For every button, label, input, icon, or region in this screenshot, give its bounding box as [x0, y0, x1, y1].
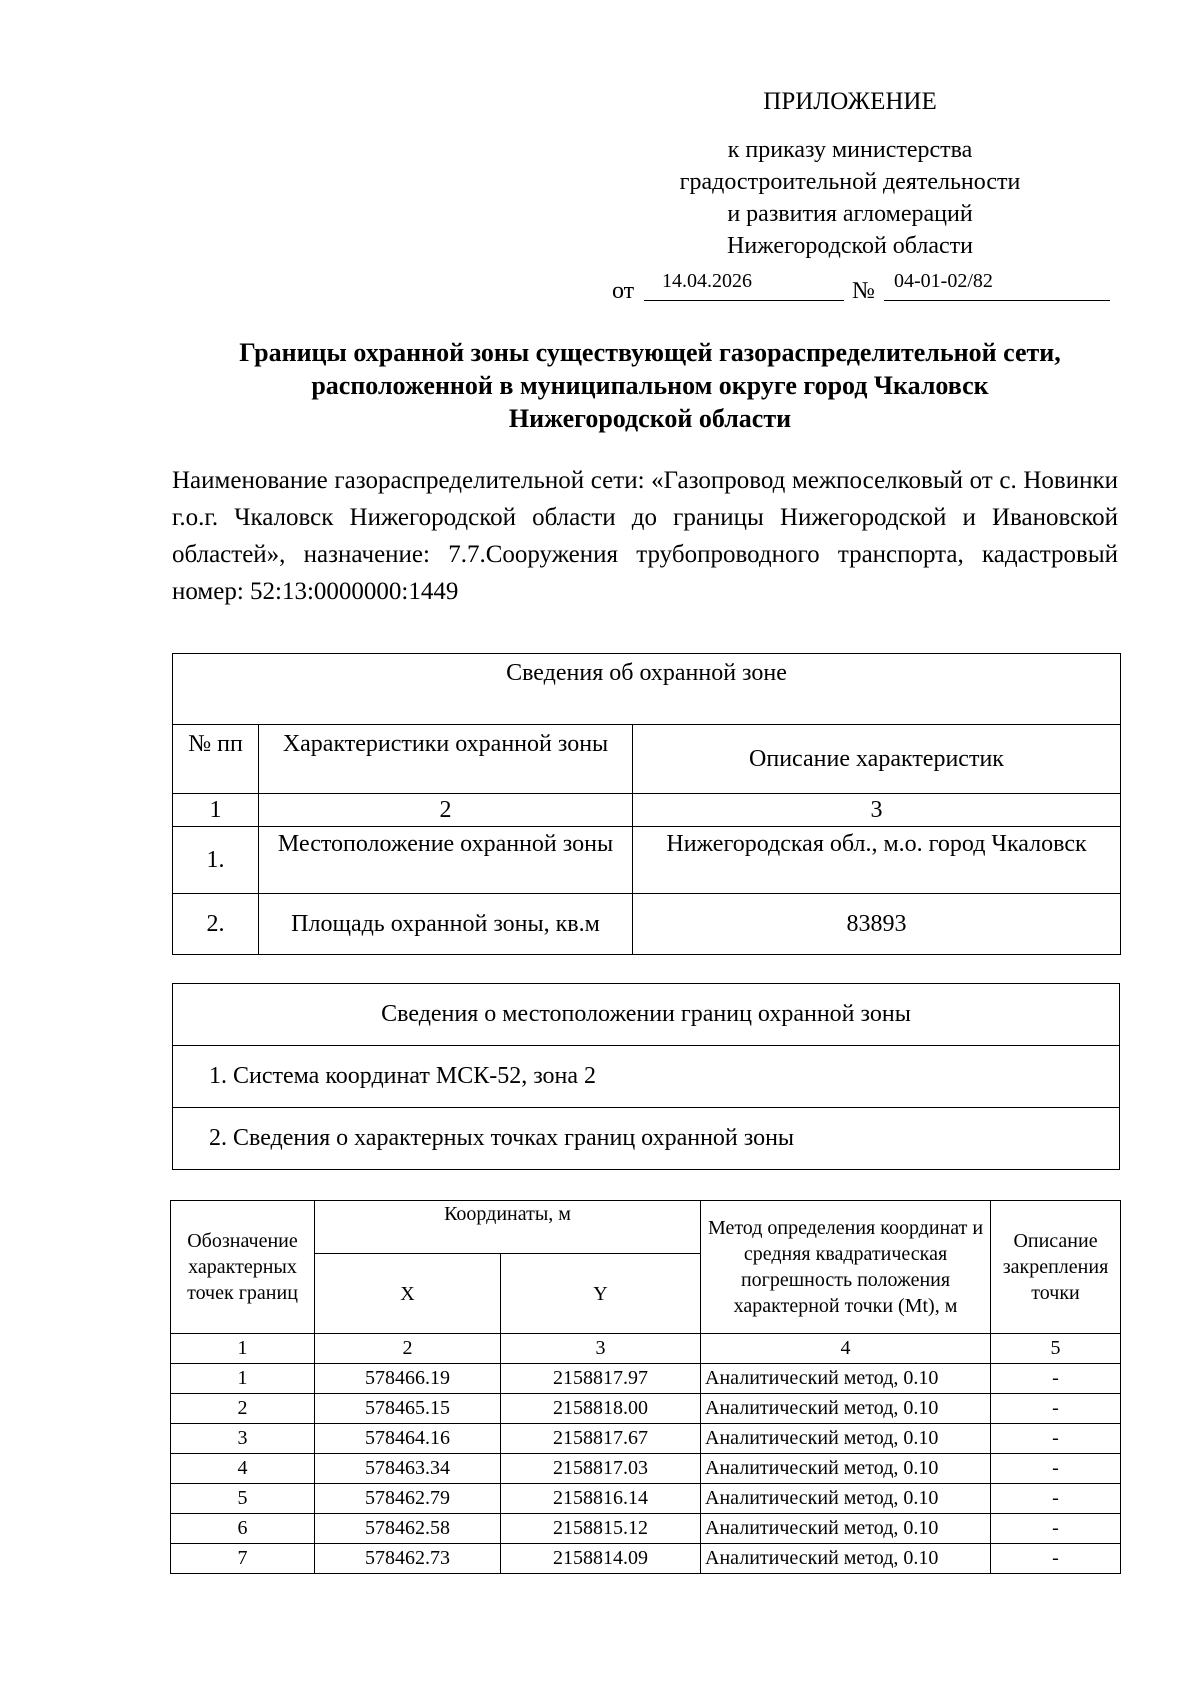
point-desc: -: [991, 1544, 1121, 1574]
col-number-cell: 3: [633, 794, 1121, 827]
appendix-line: и развития агломераций: [727, 201, 973, 227]
appendix-title: ПРИЛОЖЕНИЕ: [763, 88, 937, 115]
point-id: 3: [171, 1424, 315, 1454]
table-caption-row: [173, 984, 1120, 1046]
point-method: Аналитический метод, 0.10: [701, 1364, 991, 1394]
list-item: [173, 1046, 1120, 1108]
number-label: №: [852, 278, 875, 304]
point-y: 2158814.09: [501, 1544, 701, 1574]
column-number-row: [171, 1334, 1121, 1364]
order-number: 04-01-02/82: [894, 270, 993, 292]
list-item: [173, 1108, 1120, 1170]
point-method: Аналитический метод, 0.10: [701, 1514, 991, 1544]
header-cell: Координаты, м: [315, 1201, 701, 1254]
point-y: 2158818.00: [501, 1394, 701, 1424]
boundary-item: 1. Система координат МСК-52, зона 2: [173, 1046, 1120, 1108]
header-cell: Метод определения координат и средняя квадратическая погрешность положения характерной точки (Mt), м: [701, 1201, 991, 1334]
zone-info-table: [172, 653, 1121, 955]
appendix-header: [600, 88, 1100, 262]
header-cell: X: [315, 1254, 501, 1334]
header-cell: № пп: [173, 725, 259, 794]
table-cell: Нижегородская обл., м.о. город Чкаловск: [633, 827, 1121, 894]
table-row: [171, 1424, 1121, 1454]
boundary-info-table: [172, 983, 1120, 1170]
table-row: [171, 1484, 1121, 1514]
point-y: 2158817.97: [501, 1364, 701, 1394]
col-number-cell: 1: [171, 1334, 315, 1364]
boundary-item: 2. Сведения о характерных точках границ охранной зоны: [173, 1108, 1120, 1170]
point-id: 1: [171, 1364, 315, 1394]
table-caption-row: [173, 654, 1121, 725]
header-cell: Описание характеристик: [633, 725, 1121, 794]
header-cell: Обозначение характерных точек границ: [171, 1201, 315, 1334]
col-number-cell: 3: [501, 1334, 701, 1364]
col-number-cell: 2: [315, 1334, 501, 1364]
table-cell: 1.: [173, 827, 259, 894]
point-y: 2158817.03: [501, 1454, 701, 1484]
col-number-cell: 2: [259, 794, 633, 827]
point-id: 6: [171, 1514, 315, 1544]
point-id: 5: [171, 1484, 315, 1514]
header-cell: Y: [501, 1254, 701, 1334]
col-number-cell: 1: [173, 794, 259, 827]
point-x: 578463.34: [315, 1454, 501, 1484]
table-row: [173, 894, 1121, 955]
point-method: Аналитический метод, 0.10: [701, 1484, 991, 1514]
point-method: Аналитический метод, 0.10: [701, 1544, 991, 1574]
boundary-table-caption: Сведения о местоположении границ охранной зоны: [173, 984, 1120, 1046]
date-underline: [644, 300, 844, 301]
point-x: 578462.73: [315, 1544, 501, 1574]
point-desc: -: [991, 1454, 1121, 1484]
table-header-row: [171, 1201, 1121, 1254]
title-line: Нижегородской области: [508, 404, 792, 433]
table-row: [173, 827, 1121, 894]
point-desc: -: [991, 1364, 1121, 1394]
point-x: 578462.58: [315, 1514, 501, 1544]
point-desc: -: [991, 1424, 1121, 1454]
point-desc: -: [991, 1394, 1121, 1424]
order-date-number: [612, 270, 1112, 306]
order-date: 14.04.2026: [662, 270, 752, 292]
appendix-line: к приказу министерства: [727, 137, 973, 163]
points-table: [170, 1200, 1121, 1574]
table-row: [171, 1394, 1121, 1424]
point-desc: -: [991, 1484, 1121, 1514]
table-cell: 83893: [633, 894, 1121, 955]
document-title: [172, 336, 1128, 435]
point-method: Аналитический метод, 0.10: [701, 1424, 991, 1454]
number-underline: [884, 300, 1110, 301]
appendix-line: Нижегородской области: [726, 233, 974, 259]
point-y: 2158816.14: [501, 1484, 701, 1514]
point-y: 2158817.67: [501, 1424, 701, 1454]
table-row: [171, 1544, 1121, 1574]
point-desc: -: [991, 1514, 1121, 1544]
table-cell: Местоположение охранной зоны: [259, 827, 633, 894]
point-id: 4: [171, 1454, 315, 1484]
header-cell: Описание закрепления точки: [991, 1201, 1121, 1334]
col-number-cell: 5: [991, 1334, 1121, 1364]
date-label: от: [612, 278, 635, 304]
table-row: [171, 1364, 1121, 1394]
title-line: Границы охранной зоны существующей газораспределительной сети,: [239, 338, 1061, 367]
point-id: 2: [171, 1394, 315, 1424]
title-line: расположенной в муниципальном округе город Чкаловск: [311, 371, 989, 400]
point-method: Аналитический метод, 0.10: [701, 1394, 991, 1424]
zone-table-caption: Сведения об охранной зоне: [173, 654, 1121, 725]
table-row: [171, 1454, 1121, 1484]
point-y: 2158815.12: [501, 1514, 701, 1544]
table-header-row: [173, 725, 1121, 794]
table-cell: Площадь охранной зоны, кв.м: [259, 894, 633, 955]
col-number-cell: 4: [701, 1334, 991, 1364]
point-x: 578465.15: [315, 1394, 501, 1424]
point-method: Аналитический метод, 0.10: [701, 1454, 991, 1484]
point-x: 578466.19: [315, 1364, 501, 1394]
point-x: 578462.79: [315, 1484, 501, 1514]
appendix-line: градостроительной деятельности: [679, 169, 1021, 195]
table-row: [171, 1514, 1121, 1544]
header-cell: Характеристики охранной зоны: [259, 725, 633, 794]
table-cell: 2.: [173, 894, 259, 955]
column-number-row: [173, 794, 1121, 827]
point-x: 578464.16: [315, 1424, 501, 1454]
network-description: Наименование газораспределительной сети: «Газопровод межпоселковый от с. Новинки г.о.г. Чкаловск Нижегородской области до границы Нижегородской и Ивановской областей», назначение: 7.7.Сооружения трубопроводного транспорта, кадастровый номер: 52:13:0000000:1449: [172, 467, 1118, 605]
point-id: 7: [171, 1544, 315, 1574]
